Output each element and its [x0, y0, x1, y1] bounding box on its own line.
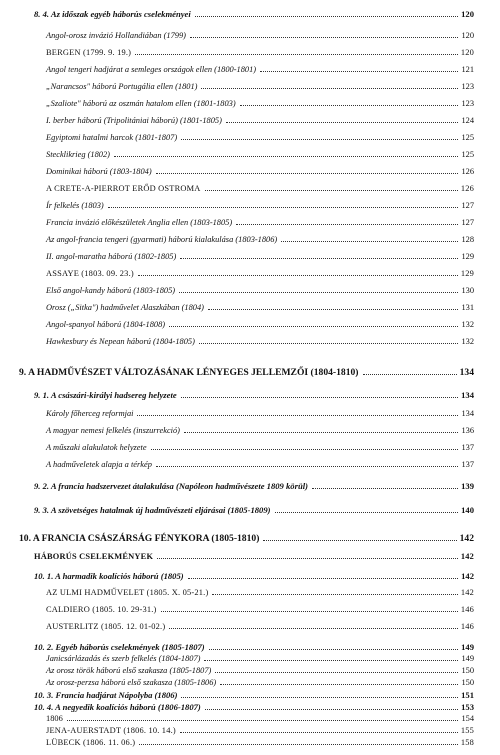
toc-entry-title: AUSTERLITZ (1805. 12. 01-02.): [46, 622, 166, 631]
toc-entry-page: 136: [461, 426, 474, 435]
dot-leader: [184, 432, 458, 433]
dot-leader: [363, 374, 457, 375]
toc-entry-page: 150: [461, 666, 474, 675]
dot-leader: [190, 37, 458, 38]
dot-leader: [181, 397, 458, 398]
toc-entry-page: 121: [461, 65, 474, 74]
toc-entry-page: 137: [461, 460, 474, 469]
toc-entry[interactable]: [46, 443, 474, 453]
dot-leader: [188, 578, 458, 579]
dot-leader: [236, 224, 458, 225]
toc-entry-title: 9. 1. A császári-királyi hadsereg helyzete: [34, 390, 177, 400]
dot-leader: [204, 660, 458, 661]
toc-entry[interactable]: [46, 269, 474, 279]
toc-entry-page: 130: [461, 286, 474, 295]
toc-chapter[interactable]: [19, 367, 474, 378]
toc-entry-page: 134: [461, 390, 474, 400]
toc-entry-page: 125: [461, 150, 474, 159]
dot-leader: [169, 326, 458, 327]
toc-entry-title: A CRETE-A-PIERROT ERŐD OSTROMA: [46, 184, 201, 193]
dot-leader: [312, 488, 458, 489]
dot-leader: [137, 415, 458, 416]
toc-entry[interactable]: [46, 337, 474, 347]
toc-entry-page: 134: [461, 409, 474, 418]
toc-entry[interactable]: [46, 426, 474, 436]
toc-entry-page: 158: [460, 738, 474, 747]
toc-entry-title: Dominikai háború (1803-1804): [46, 167, 152, 176]
toc-entry-title: 9. 3. A szövetséges hatalmak új hadművészeti eljárásai (1805-1809): [34, 505, 271, 515]
dot-leader: [208, 309, 458, 310]
toc-entry-page: 140: [461, 505, 474, 515]
toc-entry[interactable]: [46, 167, 474, 177]
toc-entry-title: 10. 4. A negyedik koalíciós háború (1806-1807): [34, 702, 201, 712]
toc-entry-title: A hadműveletek alapja a térkép: [46, 460, 152, 469]
dot-leader: [138, 275, 458, 276]
toc-chapter[interactable]: [19, 533, 474, 544]
dot-leader: [263, 540, 456, 541]
toc-entry[interactable]: [46, 654, 474, 664]
toc-entry[interactable]: [46, 622, 474, 632]
toc-entry-page: 131: [461, 303, 474, 312]
dot-leader: [201, 88, 458, 89]
toc-entry-page: 127: [461, 201, 474, 210]
toc-entry-page: 142: [460, 588, 474, 597]
dot-leader: [156, 466, 459, 467]
toc-entry[interactable]: [46, 82, 474, 92]
toc-entry-title: 10. 2. Egyéb háborús cselekmények (1805-1807): [34, 642, 205, 652]
dot-leader: [108, 207, 459, 208]
dot-leader: [205, 190, 458, 191]
toc-entry[interactable]: [34, 481, 474, 492]
toc-entry-page: 127: [461, 218, 474, 227]
toc-entry[interactable]: [46, 320, 474, 330]
toc-entry[interactable]: [46, 31, 474, 41]
toc-entry-title: Angol tengeri hadjárat a semleges országok ellen (1800-1801): [46, 65, 257, 74]
toc-entry-page: 142: [461, 571, 474, 581]
toc-entry-page: 120: [461, 9, 474, 19]
dot-leader: [181, 139, 458, 140]
toc-entry-title: 10. 3. Francia hadjárat Nápolyba (1806): [34, 690, 178, 700]
toc-entry[interactable]: [46, 133, 474, 143]
toc-entry-title: LÜBECK (1806. 11. 06.): [46, 738, 136, 747]
toc-entry-title: Egyiptomi hatalmi harcok (1801-1807): [46, 133, 178, 142]
dot-leader: [67, 720, 459, 721]
toc-entry-title: Janicsárlázadás és szerb felkelés (1804-1807): [46, 654, 201, 663]
toc-entry-title: 1806: [46, 714, 63, 723]
dot-leader: [169, 628, 458, 629]
dot-leader: [209, 649, 458, 650]
dot-leader: [151, 449, 459, 450]
toc-entry[interactable]: [46, 150, 474, 160]
toc-entry[interactable]: [46, 726, 474, 736]
toc-entry-title: Az orosz török háború első szakasza (1805-1807): [46, 666, 212, 675]
toc-entry[interactable]: [34, 9, 474, 20]
toc-entry-page: 154: [461, 714, 474, 723]
toc-entry-page: 146: [460, 605, 474, 614]
toc-entry-page: 146: [460, 622, 474, 631]
dot-leader: [139, 744, 458, 745]
toc-entry-page: 137: [461, 443, 474, 452]
toc-entry-page: 132: [461, 337, 474, 346]
dot-leader: [179, 292, 458, 293]
dot-leader: [180, 732, 458, 733]
toc-entry-page: 150: [461, 678, 474, 687]
toc-entry-title: A műszaki alakulatok helyzete: [46, 443, 147, 452]
toc-entry-page: 153: [461, 702, 474, 712]
toc-entry[interactable]: [46, 409, 474, 419]
toc-entry-title: Az orosz-perzsa háború első szakasza (1805-1806): [46, 678, 217, 687]
toc-entry-title: „Narancsos" háború Portugália ellen (1801): [46, 82, 198, 91]
toc-entry[interactable]: [46, 235, 474, 245]
toc-entry-title: CALDIERO (1805. 10. 29-31.): [46, 605, 157, 614]
dot-leader: [215, 672, 458, 673]
toc-entry-title: Orosz („Sitka") hadművelet Alaszkában (1804): [46, 303, 204, 312]
toc-entry[interactable]: [34, 642, 474, 653]
dot-leader: [240, 105, 459, 106]
toc-entry[interactable]: [46, 252, 474, 262]
toc-entry[interactable]: [46, 303, 474, 313]
toc-entry-page: 134: [459, 367, 474, 378]
toc-entry-page: 142: [459, 533, 474, 544]
toc-entry-title: BERGEN (1799. 9. 19.): [46, 48, 132, 57]
toc-entry[interactable]: [46, 218, 474, 228]
toc-entry-title: Francia invázió előkészületek Anglia ellen (1803-1805): [46, 218, 233, 227]
toc-entry-page: 120: [460, 48, 474, 57]
toc-entry-title: Az angol-francia tengeri (gyarmati) háború kialakulása (1803-1806): [46, 235, 278, 244]
toc-entry-title: Első angol-kandy háború (1803-1805): [46, 286, 176, 295]
toc-entry-page: 129: [461, 252, 474, 261]
dot-leader: [156, 173, 459, 174]
toc-entry-page: 126: [461, 167, 474, 176]
toc-entry[interactable]: [46, 286, 474, 296]
toc-entry[interactable]: [46, 99, 474, 109]
toc-entry-title: HÁBORÚS CSELEKMÉNYEK: [34, 552, 154, 561]
toc-entry-title: 10. A FRANCIA CSÁSZÁRSÁG FÉNYKORA (1805-1810): [19, 533, 260, 544]
dot-leader: [161, 611, 458, 612]
dot-leader: [281, 241, 458, 242]
toc-entry[interactable]: [46, 460, 474, 470]
toc-entry-title: I. berber háború (Tripolitániai háború) (1801-1805): [46, 116, 222, 125]
dot-leader: [180, 258, 458, 259]
toc-entry[interactable]: [34, 505, 474, 516]
toc-entry-title: Angol-orosz invázió Hollandiában (1799): [46, 31, 186, 40]
toc-entry-title: JENA-AUERSTADT (1806. 10. 14.): [46, 726, 176, 735]
toc-entry-page: 132: [461, 320, 474, 329]
toc-entry[interactable]: [46, 48, 474, 58]
toc-entry[interactable]: [34, 390, 474, 401]
dot-leader: [226, 122, 459, 123]
dot-leader: [205, 709, 458, 710]
toc-entry-title: Stecklikrieg (1802): [46, 150, 110, 159]
toc-entry-title: Ír felkelés (1803): [46, 201, 104, 210]
toc-entry-title: 9. 2. A francia hadszervezet átalakulása (Napóleon hadművészete 1809 körül): [34, 481, 308, 491]
toc-entry-page: 124: [461, 116, 474, 125]
toc-entry[interactable]: [46, 678, 474, 688]
toc-entry[interactable]: [46, 714, 474, 724]
toc-entry-page: 151: [461, 690, 474, 700]
toc-entry-title: ASSAYE (1803. 09. 23.): [46, 269, 134, 278]
toc-entry[interactable]: [34, 552, 474, 562]
dot-leader: [135, 54, 458, 55]
toc-entry[interactable]: [46, 588, 474, 598]
dot-leader: [260, 71, 458, 72]
toc-entry-page: 123: [461, 99, 474, 108]
toc-entry-title: 9. A HADMŰVÉSZET VÁLTOZÁSÁNAK LÉNYEGES JELLEMZŐI (1804-1810): [19, 367, 359, 378]
toc-entry[interactable]: [34, 702, 474, 713]
toc-entry-page: 149: [461, 654, 474, 663]
toc-entry-title: AZ ULMI HADMŰVELET (1805. X. 05-21.): [46, 588, 209, 597]
toc-entry[interactable]: [46, 201, 474, 211]
dot-leader: [275, 512, 459, 513]
toc-entry-page: 128: [461, 235, 474, 244]
toc-entry[interactable]: [46, 738, 474, 748]
dot-leader: [157, 558, 458, 559]
toc-entry-title: 8. 4. Az időszak egyéb háborús cselekményei: [34, 9, 191, 19]
toc-entry-page: 120: [461, 31, 474, 40]
toc-entry-title: Angol-spanyol háború (1804-1808): [46, 320, 166, 329]
toc-entry-title: II. angol-maratha háború (1802-1805): [46, 252, 177, 261]
dot-leader: [181, 697, 458, 698]
toc-entry-page: 142: [460, 552, 474, 561]
dot-leader: [114, 156, 458, 157]
toc-entry-page: 123: [461, 82, 474, 91]
toc-entry-page: 126: [460, 184, 474, 193]
toc-entry-page: 149: [461, 642, 474, 652]
dot-leader: [199, 343, 459, 344]
toc-entry-title: Károly főherceg reformjai: [46, 409, 134, 418]
toc-entry-page: 129: [460, 269, 474, 278]
toc-entry-title: A magyar nemesi felkelés (inszurrekció): [46, 426, 180, 435]
toc-entry-page: 155: [460, 726, 474, 735]
toc-entry-title: Hawkesbury és Nepean háború (1804-1805): [46, 337, 195, 346]
dot-leader: [195, 16, 458, 17]
toc-entry[interactable]: [46, 605, 474, 615]
toc-entry[interactable]: [34, 571, 474, 582]
toc-entry[interactable]: [46, 116, 474, 126]
dot-leader: [220, 684, 458, 685]
toc-entry[interactable]: [46, 666, 474, 676]
toc-entry-page: 139: [461, 481, 474, 491]
toc-entry-title: „Szaliote" háború az oszmán hatalom ellen (1801-1803): [46, 99, 236, 108]
toc-entry[interactable]: [46, 184, 474, 194]
toc-entry-page: 125: [461, 133, 474, 142]
dot-leader: [212, 594, 457, 595]
toc-entry[interactable]: [46, 65, 474, 75]
toc-entry[interactable]: [34, 690, 474, 701]
toc-entry-title: 10. 1. A harmadik koalíciós háború (1805): [34, 571, 184, 581]
